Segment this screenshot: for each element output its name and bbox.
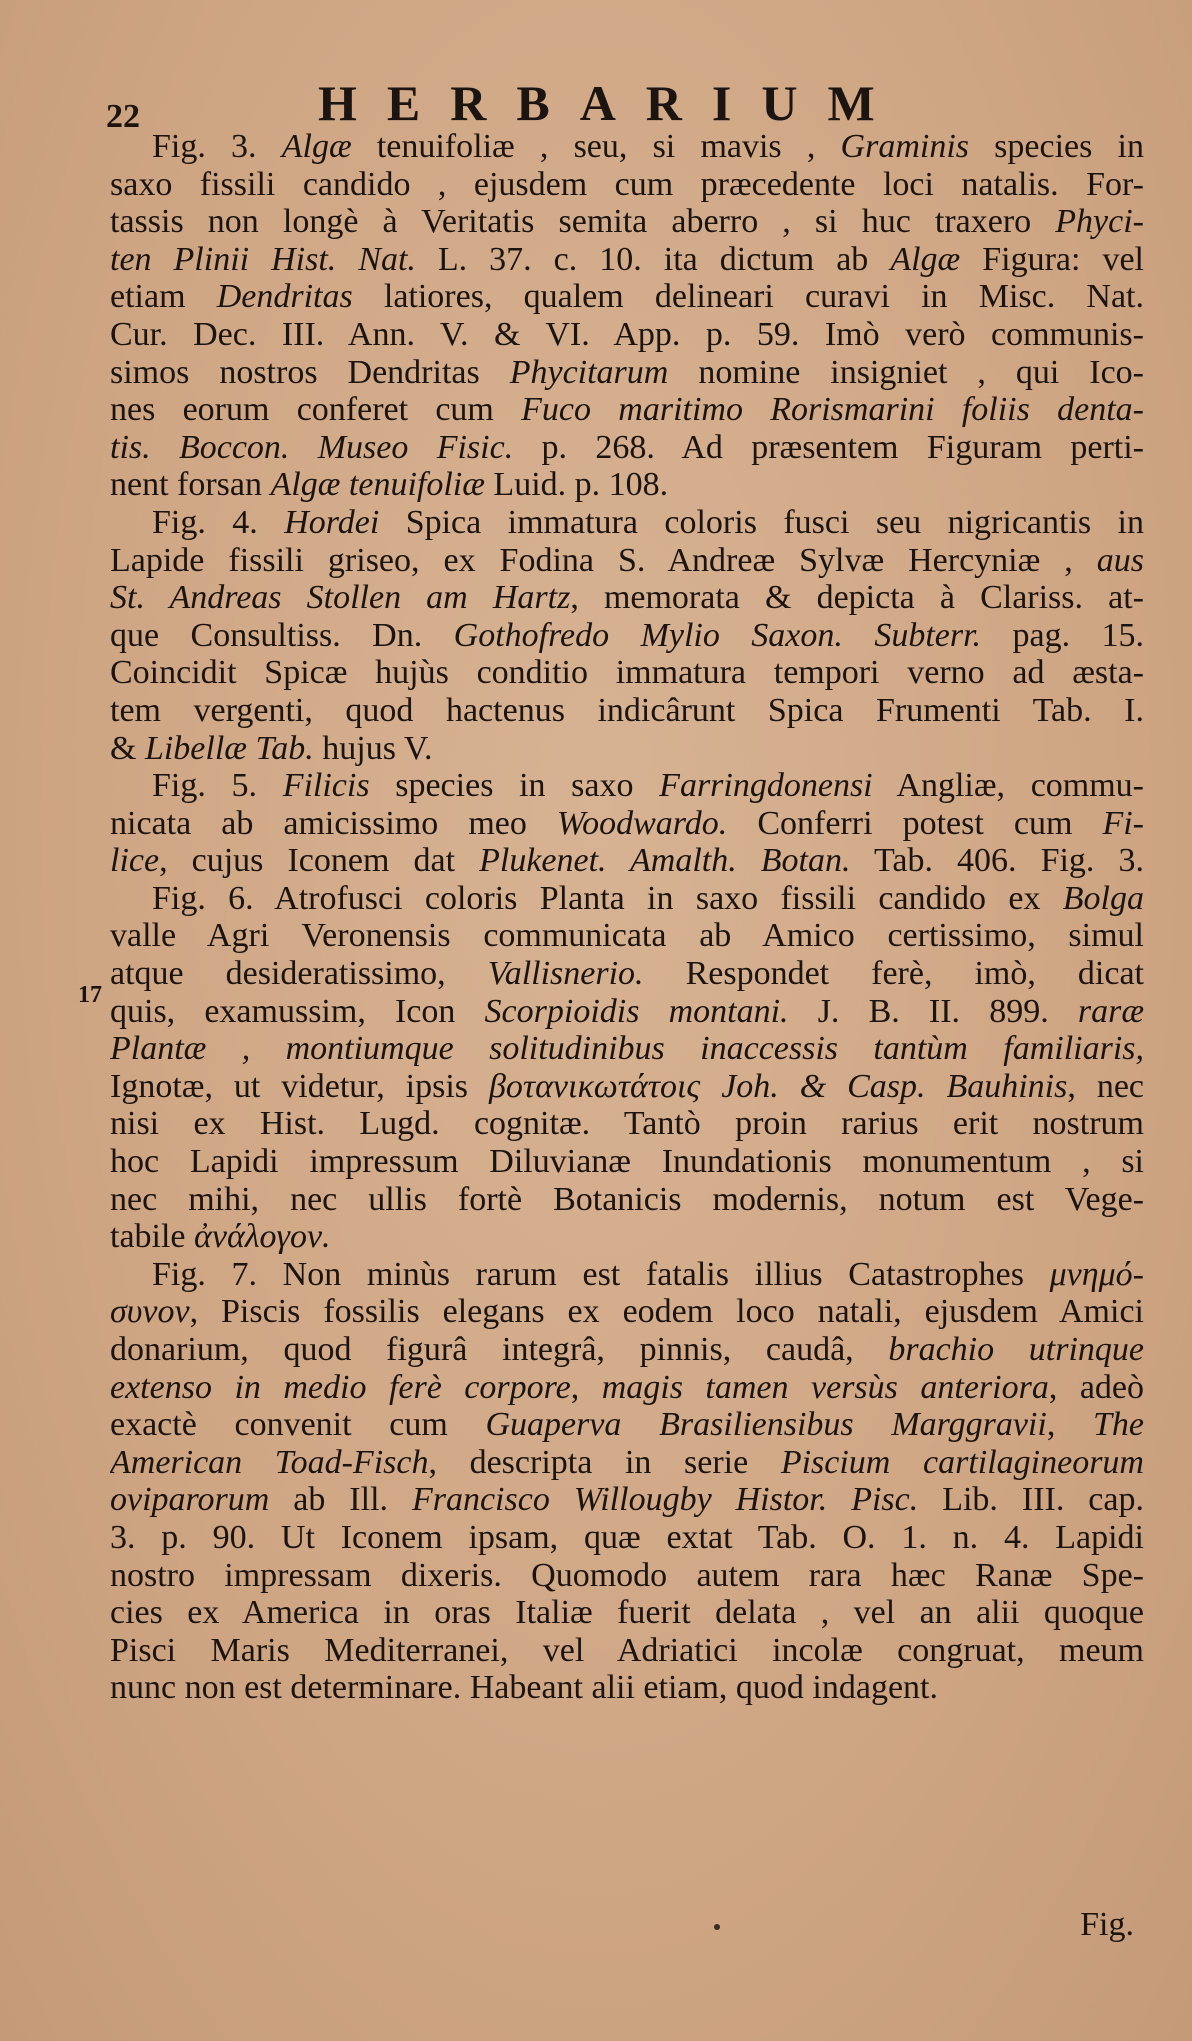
italic-text: Bolga <box>1062 879 1144 917</box>
text-span: nisi ex Hist. Lugd. cognitæ. Tantò proin rarius erit nostrum <box>110 1105 1144 1143</box>
italic-text: Algæ <box>281 128 352 165</box>
text-span: nunc non est determinare. Habeant alii etiam, quod indagent. <box>110 1669 939 1707</box>
text-line <box>110 993 1144 1031</box>
text-span: hujus V. <box>313 729 433 767</box>
text-span: Fig. 6. Atrofusci coloris Planta in saxo fissili candido ex <box>152 879 1063 917</box>
text-span: , memorata & depicta à Clariss. at- <box>570 579 1144 617</box>
text-span: Coincidit Spicæ hujùs conditio immatura tempori verno ad æsta- <box>110 654 1144 692</box>
text-span: simos nostros Dendritas <box>110 353 510 391</box>
text-line <box>110 1293 1144 1331</box>
italic-text: The <box>1093 1406 1144 1444</box>
text-span: nostro impressam dixeris. Quomodo autem rara hæc Ranæ Spe- <box>110 1556 1144 1594</box>
text-span: quis, examussim, Icon <box>110 992 485 1030</box>
text-line <box>110 1181 1144 1219</box>
italic-text: Phycitarum <box>509 353 669 391</box>
text-span: latiores, qualem delineari curavi in Misc. Nat. <box>352 278 1144 316</box>
text-span: , nec <box>1067 1067 1144 1105</box>
text-line <box>110 316 1144 354</box>
text-line <box>110 1519 1144 1557</box>
italic-text: βοτανικωτάτοις <box>488 1067 701 1105</box>
text-span: , descripta in serie <box>428 1443 781 1481</box>
text-line <box>110 880 1144 918</box>
italic-text: magis tamen versùs anteriora <box>601 1368 1049 1406</box>
text-line <box>110 730 1144 768</box>
margin-note: 17 <box>78 982 102 1008</box>
text-span: nicata ab amicissimo meo <box>110 804 557 842</box>
text-span: Lapide fissili griseo, ex Fodina S. Andreæ Sylvæ Hercyniæ , <box>110 541 1097 579</box>
text-line <box>110 917 1144 955</box>
italic-text: lice <box>110 842 160 880</box>
italic-text: Joh. & Casp. Bauhinis <box>721 1067 1068 1105</box>
text-span: , Piscis fossilis elegans ex eodem loco natali, ejusdem Amici <box>189 1293 1144 1331</box>
text-line <box>110 429 1144 467</box>
italic-text: Francisco Willougby Histor. Pisc. <box>411 1481 919 1519</box>
text-line <box>110 692 1144 730</box>
text-span: p. 268. Ad præsentem Figuram perti- <box>513 428 1144 466</box>
text-line <box>110 579 1144 617</box>
text-span: cies ex America in oras Italiæ fuerit delata , vel an alii quoque <box>110 1594 1144 1632</box>
text-span: donarium, quod figurâ integrâ, pinnis, caudâ, <box>110 1331 889 1368</box>
italic-text: Woodwardo. <box>556 804 728 842</box>
italic-text: raræ <box>1077 992 1144 1030</box>
text-span: valle Agri Veronensis communicata ab Amico certissimo, simul <box>110 917 1144 955</box>
text-span: tassis non longè à Veritatis semita aberro , si huc traxero <box>110 203 1056 241</box>
italic-text: Phyci- <box>1055 203 1144 241</box>
text-line <box>110 1557 1144 1595</box>
text-span: Conferri potest cum <box>727 804 1103 842</box>
page-header <box>0 52 1192 135</box>
text-span: 3. p. 90. Ut Iconem ipsam, quæ extat Tab. O. 1. n. 4. Lapidi <box>110 1518 1144 1556</box>
text-span: Spica immatura coloris fusci seu nigricantis in <box>379 503 1144 541</box>
text-span: que Consultiss. Dn. <box>110 616 454 654</box>
text-span: nes eorum conferet cum <box>110 391 522 429</box>
text-line <box>110 617 1144 655</box>
italic-text: Vallisnerio. <box>487 955 644 993</box>
text-line <box>110 542 1144 580</box>
text-span: , <box>1046 1406 1093 1444</box>
text-line <box>110 354 1144 392</box>
text-span: , <box>570 1368 602 1406</box>
text-span: tabile <box>110 1218 195 1256</box>
italic-text: μνημό- <box>1049 1255 1144 1293</box>
text-line <box>110 466 1144 504</box>
text-span: pag. 15. <box>981 616 1144 654</box>
text-span <box>700 1068 721 1105</box>
text-line <box>110 391 1144 429</box>
text-span: Fig. 3. <box>152 128 282 165</box>
text-span: Figura: vel <box>960 240 1144 278</box>
text-span: Lib. III. cap. <box>918 1481 1144 1519</box>
text-line <box>110 1481 1144 1519</box>
text-span: etiam <box>110 278 217 316</box>
italic-text: American Toad-Fisch <box>110 1443 429 1481</box>
text-line <box>110 203 1144 241</box>
text-span: atque desideratissimo, <box>110 955 488 993</box>
text-line <box>110 1105 1144 1143</box>
page-number: 22 <box>106 98 140 135</box>
text-line <box>110 241 1144 279</box>
text-span: exactè convenit cum <box>110 1406 486 1444</box>
text-span: Ignotæ, ut videtur, ipsis <box>110 1067 489 1105</box>
italic-text: Scorpioidis montani. <box>484 992 789 1030</box>
text-span: Angliæ, commu- <box>872 767 1144 805</box>
text-span: nent forsan <box>110 466 271 504</box>
text-span: Luid. p. 108. <box>484 466 669 504</box>
text-line <box>110 805 1144 843</box>
text-line <box>110 1331 1144 1369</box>
italic-text: Fuco maritimo Rorismarini foliis denta- <box>521 391 1144 429</box>
text-span: , adeò <box>1048 1368 1144 1406</box>
text-line <box>110 1143 1144 1181</box>
italic-text: Gothofredo Mylio Saxon. Subterr. <box>453 616 982 654</box>
text-span: nec mihi, nec ullis fortè Botanicis modernis, notum est Vege- <box>110 1180 1144 1218</box>
italic-text: Piscium cartilagineorum <box>780 1443 1144 1481</box>
text-span: Fig. 5. <box>152 767 283 805</box>
text-span: Cur. Dec. III. Ann. V. & VI. App. p. 59. Imò verò communis- <box>110 315 1144 353</box>
text-span: species in saxo <box>369 767 660 805</box>
italic-text: Farringdonensi <box>659 767 873 805</box>
text-span: tenuifoliæ , seu, si mavis , <box>351 128 841 165</box>
italic-text: Plantæ , montiumque solitudinibus inaccessis tantùm familiaris, <box>110 1030 1144 1068</box>
italic-text: Dendritas <box>216 278 353 316</box>
text-span: Pisci Maris Mediterranei, vel Adriatici incolæ congruat, meum <box>110 1631 1144 1669</box>
text-line <box>110 654 1144 692</box>
text-span: L. 37. c. 10. ita dictum ab <box>415 240 891 278</box>
text-line <box>110 1030 1144 1068</box>
italic-text: Filicis <box>282 767 370 805</box>
text-line <box>110 1256 1144 1294</box>
printer-mark <box>714 1924 720 1930</box>
text-span: saxo fissili candido , ejusdem cum præcedente loci natalis. For- <box>110 165 1144 203</box>
text-line <box>110 1594 1144 1632</box>
running-title: HERBARIUM <box>318 75 905 131</box>
text-line <box>110 842 1144 880</box>
italic-text: extenso in medio ferè corpore <box>110 1368 571 1406</box>
italic-text: Graminis <box>840 128 969 165</box>
italic-text: Plukenet. Amalth. Botan. <box>479 842 851 880</box>
text-line <box>110 128 1144 166</box>
italic-text: Fi- <box>1102 804 1144 842</box>
text-span: Fig. 7. Non minùs rarum est fatalis illius Catastrophes <box>152 1255 1050 1293</box>
text-line <box>110 1444 1144 1482</box>
text-span: tem vergenti, quod hactenus indicârunt Spica Frumenti Tab. I. <box>110 691 1144 729</box>
text-line <box>110 955 1144 993</box>
italic-text: St. Andreas Stollen am Hartz <box>110 579 571 617</box>
text-line <box>110 504 1144 542</box>
text-line <box>110 1632 1144 1670</box>
body-text <box>110 128 1144 1707</box>
text-line <box>110 166 1144 204</box>
italic-text: ten Plinii Hist. Nat. <box>110 240 416 278</box>
italic-text: brachio utrinque <box>888 1331 1144 1368</box>
text-line <box>110 1669 1144 1707</box>
italic-text: συνον <box>110 1293 190 1331</box>
text-span: ab Ill. <box>269 1481 412 1519</box>
italic-text: Guaperva Brasiliensibus Marggravii <box>485 1406 1047 1444</box>
text-span: & <box>110 729 145 767</box>
text-span: nomine insigniet , qui Ico- <box>668 353 1144 391</box>
text-span: species in <box>969 128 1144 165</box>
italic-text: Hordei <box>284 503 380 541</box>
text-span: Fig. 4. <box>152 503 285 541</box>
text-line <box>110 767 1144 805</box>
italic-text: oviparorum <box>110 1481 270 1519</box>
italic-text: Libellæ Tab. <box>144 729 314 767</box>
text-line <box>110 278 1144 316</box>
text-line <box>110 1369 1144 1407</box>
text-span: J. B. II. 899. <box>788 992 1078 1030</box>
text-span: Tab. 406. Fig. 3. <box>850 842 1144 880</box>
italic-text: Algæ tenuifoliæ <box>270 466 485 504</box>
italic-text: Algæ <box>890 240 961 278</box>
text-line <box>110 1406 1144 1444</box>
text-line <box>110 1068 1144 1106</box>
catchword: Fig. <box>1080 1906 1134 1943</box>
italic-text: ἀνάλογον. <box>194 1218 331 1256</box>
text-span: , cujus Iconem dat <box>159 842 480 880</box>
text-span: hoc Lapidi impressum Diluvianæ Inundationis monumentum , si <box>110 1143 1144 1181</box>
text-line <box>110 1218 1144 1256</box>
italic-text: aus <box>1096 541 1144 579</box>
text-span: Respondet ferè, imò, dicat <box>643 955 1144 993</box>
italic-text: tis. Boccon. Museo Fisic. <box>110 428 514 466</box>
